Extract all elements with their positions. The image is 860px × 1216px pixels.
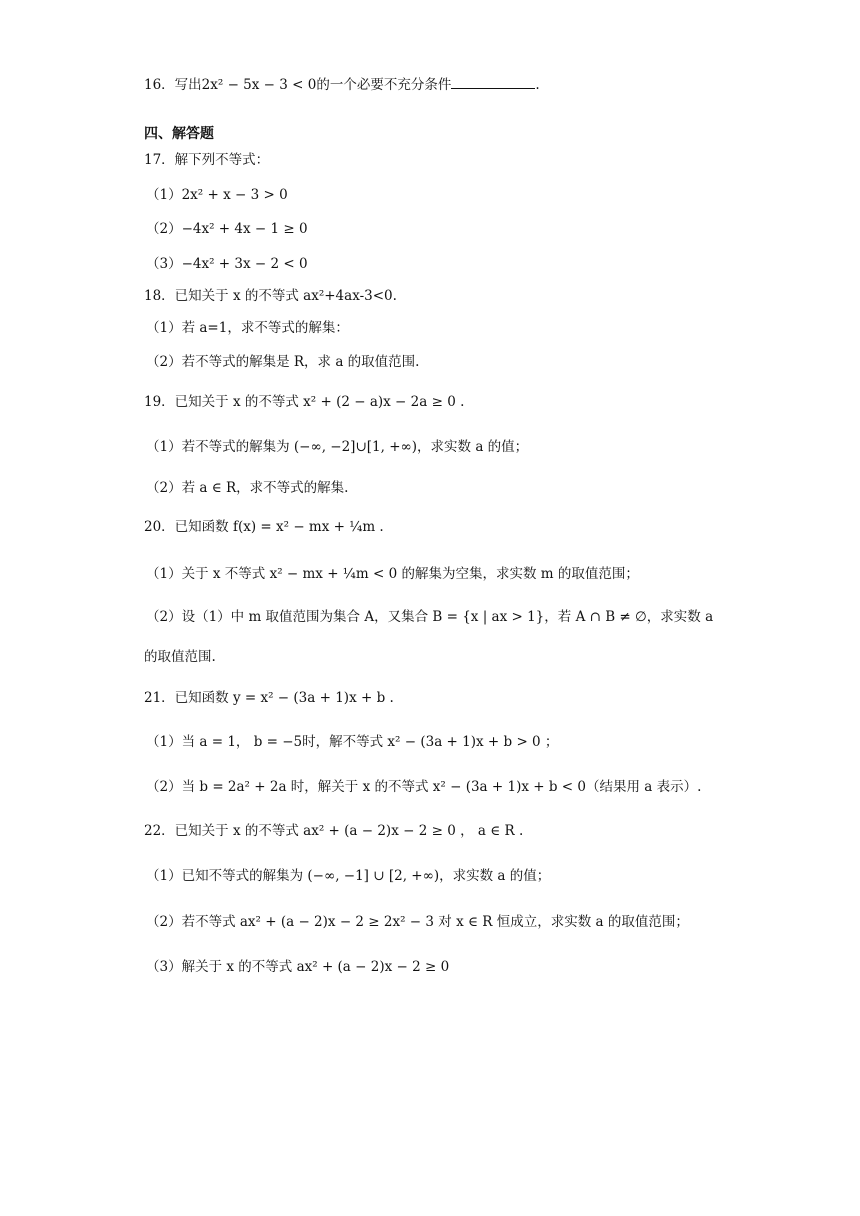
- question-20-part-2-continued: 的取值范围.: [144, 649, 216, 665]
- question-21-part-1: （1）当 a = 1， b = −5时，解不等式 x² − (3a + 1)x + b > 0 ；: [146, 734, 559, 750]
- question-20: 20．已知函数 f(x) = x² − mx + ¼m .: [144, 519, 384, 535]
- question-21: 21．已知函数 y = x² − (3a + 1)x + b .: [144, 690, 394, 706]
- question-18-part-1: （1）若 a=1，求不等式的解集：: [146, 320, 349, 336]
- question-22-part-1: （1）已知不等式的解集为 (−∞, −1] ∪ [2, +∞)，求实数 a 的值；: [146, 868, 551, 884]
- question-16-text: 16．写出2x² − 5x − 3 < 0的一个必要不充分条件: [144, 77, 452, 93]
- question-17: 17．解下列不等式：: [144, 152, 270, 168]
- question-19-part-2: （2）若 a ∈ R，求不等式的解集.: [146, 480, 349, 496]
- question-18-part-2: （2）若不等式的解集是 R，求 a 的取值范围.: [146, 354, 420, 370]
- question-20-part-1: （1）关于 x 不等式 x² − mx + ¼m < 0 的解集为空集，求实数 m 的取值范围；: [146, 566, 639, 582]
- question-22: 22．已知关于 x 的不等式 ax² + (a − 2)x − 2 ≥ 0 ， a ∈ R .: [144, 823, 524, 839]
- question-21-part-2: （2）当 b = 2a² + 2a 时，解关于 x 的不等式 x² − (3a + 1)x + b < 0（结果用 a 表示）.: [146, 779, 702, 795]
- question-20-part-2: （2）设（1）中 m 取值范围为集合 A，又集合 B = {x | ax > 1}，若 A ∩ B ≠ ∅，求实数 a: [146, 609, 714, 625]
- question-19-part-1: （1）若不等式的解集为 (−∞, −2]∪[1, +∞)，求实数 a 的值；: [146, 439, 529, 455]
- question-22-part-3: （3）解关于 x 的不等式 ax² + (a − 2)x − 2 ≥ 0: [146, 959, 450, 975]
- question-17-part-3: （3）−4x² + 3x − 2 < 0: [146, 256, 308, 272]
- question-16-end: .: [535, 77, 540, 93]
- question-16: [144, 75, 540, 95]
- section-heading: 四、解答题: [144, 126, 214, 142]
- question-18: 18．已知关于 x 的不等式 ax²+4ax-3<0.: [144, 288, 397, 304]
- question-22-part-2: （2）若不等式 ax² + (a − 2)x − 2 ≥ 2x² − 3 对 x ∈ R 恒成立，求实数 a 的取值范围；: [146, 914, 689, 930]
- question-17-part-2: （2）−4x² + 4x − 1 ≥ 0: [146, 221, 308, 237]
- question-19: 19．已知关于 x 的不等式 x² + (2 − a)x − 2a ≥ 0 .: [144, 394, 465, 410]
- answer-blank: [451, 76, 535, 89]
- question-17-part-1: （1）2x² + x − 3 > 0: [146, 187, 288, 203]
